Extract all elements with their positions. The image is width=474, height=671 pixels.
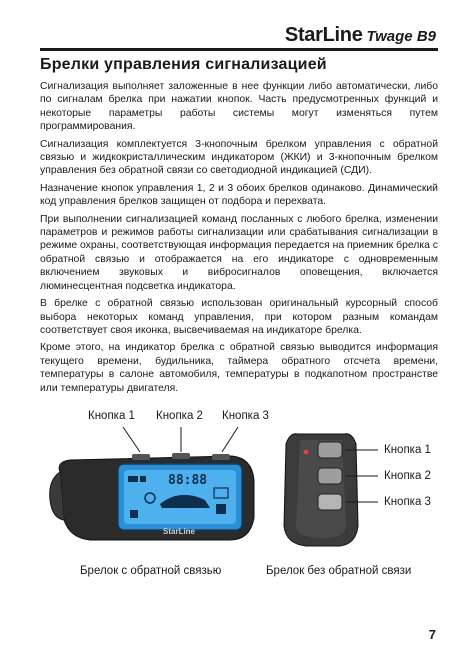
paragraph: Назначение кнопок управления 1, 2 и 3 обоих брелков одинаково. Динамический код управления брелков защищен от подбора и перехвата. [40, 182, 438, 208]
right-fob-button-3-label: Кнопка 3 [384, 496, 431, 508]
page-number: 7 [428, 627, 436, 642]
header-rule [40, 48, 438, 51]
led-fob-svg [0, 400, 474, 590]
paragraph: Сигнализация комплектуется 3-кнопочным брелком управления с обратной связью и жидкокристаллическим индикатором (ЖКИ) и 3-кнопочным брелком управления без обратной связи со светодиодной индикацией (СДИ). [40, 138, 438, 177]
left-fob-button-3-label: Кнопка 3 [222, 410, 269, 422]
brand-logo: StarLine [284, 24, 363, 46]
brand-header [285, 24, 436, 47]
led-fob-image [284, 434, 378, 546]
paragraph: Сигнализация выполняет заложенные в нее функции либо автоматически, либо по сигналам брелка при нажатии кнопок. Часть предусмотренных функций и некоторые параметры работы системы могут изменяться путем программирования. [40, 81, 438, 133]
page-title: Брелки управления сигнализацией [40, 56, 327, 73]
paragraph: В брелке с обратной связью использован оригинальный курсорный способ выбора некоторых команд управления, при котором разным командам соответствует своя иконка, высвечиваемая на индикаторе брелка. [40, 298, 438, 336]
right-fob-button-1-label: Кнопка 1 [384, 444, 431, 456]
body-text [40, 80, 438, 399]
left-fob-button-1-label: Кнопка 1 [88, 410, 135, 422]
left-fob-button-2-label: Кнопка 2 [156, 410, 203, 422]
right-fob-button-2-label: Кнопка 2 [384, 470, 431, 482]
paragraph: При выполнении сигнализацией команд посланных с любого брелка, изменении параметров и режимов работы сигнализации или срабатывания сигнализации в режиме охраны, соответствующая информация передается на приемник брелка с обратной связью и отображается на его индикаторе с одновременным включением звуковых и вибросигналов оповещения, включается люминесцентная подсветка индикатора. [40, 213, 438, 292]
right-fob-caption: Брелок без обратной связи [266, 565, 412, 577]
brand-model: Twage B9 [366, 28, 436, 45]
key-fobs-figure [0, 400, 474, 590]
left-fob-brand-logo: StarLine [163, 527, 196, 536]
lcd-time-display: 88:88 [168, 473, 208, 488]
left-fob-caption: Брелок с обратной связью [80, 565, 222, 577]
paragraph: Кроме этого, на индикатор брелка с обратной связью выводится информация текущего времени, будильника, таймера обратного отсчета времени, температуры в салоне автомобиля, температуры в подкапотном пространстве или температуры двигателя. [40, 342, 438, 394]
